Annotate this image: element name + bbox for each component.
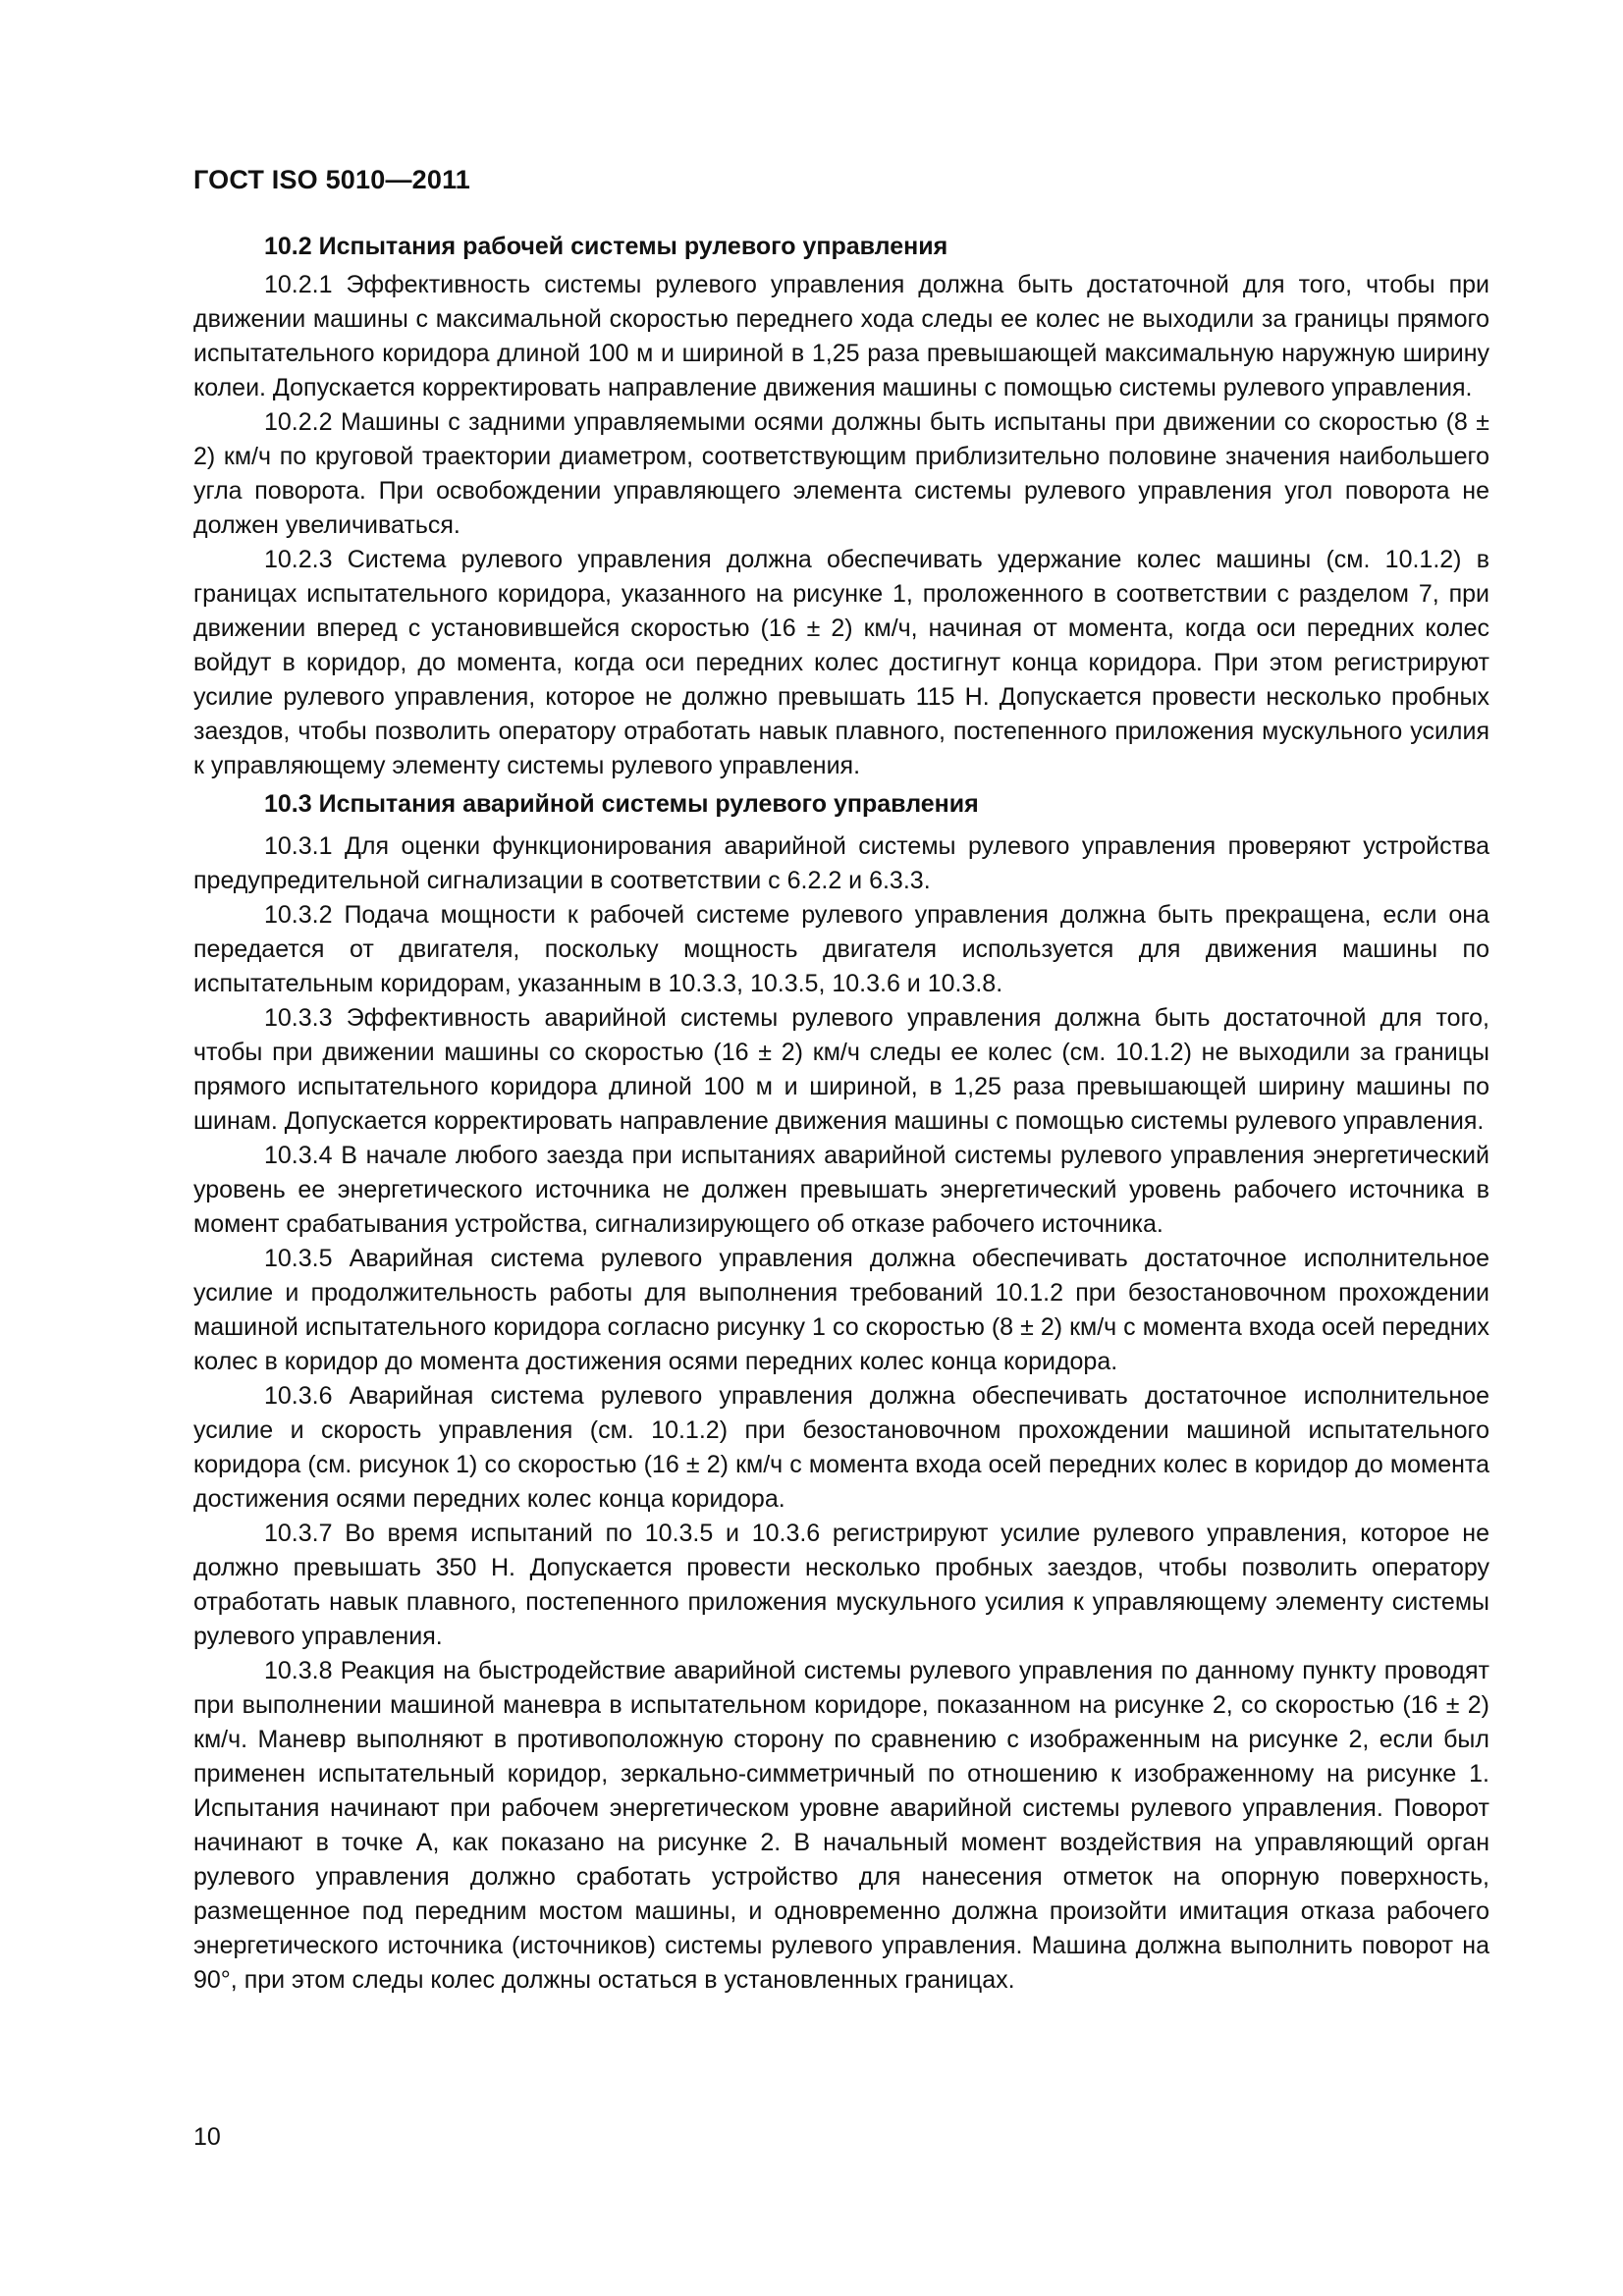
- paragraph-10-3-4: 10.3.4 В начале любого заезда при испытаниях аварийной системы рулевого управления энергетический уровень ее энергетического источника не должен превышать энергетический уровень рабочего источника в момент срабатывания устройства, сигнализирующего об отказе рабочего источника.: [193, 1142, 1489, 1238]
- paragraph-10-3-8: 10.3.8 Реакция на быстродействие аварийной системы рулевого управления по данному пункту проводят при выполнении машиной маневра в испытательном коридоре, показанном на рисунке 2, со скоростью (16 ± 2) км/ч. Маневр выполняют в противоположную сторону по сравнению с изображенным на рисунке 2, если был применен испытательный коридор, зеркально-симметричный по отношению к изображенному на рисунке 1. Испытания начинают при рабочем энергетическом уровне аварийной системы рулевого управления. Поворот начинают в точке А, как показано на рисунке 2. В начальный момент воздействия на управляющий орган рулевого управления должно сработать устройство для нанесения отметок на опорную поверхность, размещенное под передним мостом машины, и одновременно должна произойти имитация отказа рабочего энергетического источника (источников) системы рулевого управления. Машина должна выполнить поворот на 90°, при этом следы колес должны остаться в установленных границах.: [193, 1657, 1489, 1994]
- section-heading-10-3: 10.3 Испытания аварийной системы рулевого управления: [264, 790, 979, 818]
- paragraph-10-2-3: 10.2.3 Система рулевого управления должна обеспечивать удержание колес машины (см. 10.1.2) в границах испытательного коридора, указанного на рисунке 1, проложенного в соответствии с разделом 7, при движении вперед с установившейся скоростью (16 ± 2) км/ч, начиная от момента, когда оси передних колес войдут в коридор, до момента, когда оси передних колес достигнут конца коридора. При этом регистрируют усилие рулевого управления, которое не должно превышать 115 Н. Допускается провести несколько пробных заездов, чтобы позволить оператору отработать навык плавного, постепенного приложения мускульного усилия к управляющему элементу системы рулевого управления.: [193, 546, 1489, 779]
- section-heading-10-2: 10.2 Испытания рабочей системы рулевого управления: [264, 233, 948, 260]
- document-standard-id: ГОСТ ISO 5010—2011: [193, 165, 471, 194]
- paragraph-10-3-7: 10.3.7 Во время испытаний по 10.3.5 и 10.3.6 регистрируют усилие рулевого управления, которое не должно превышать 350 Н. Допускается провести несколько пробных заездов, чтобы позволить оператору отработать навык плавного, постепенного приложения мускульного усилия к управляющему элементу системы рулевого управления.: [193, 1520, 1489, 1650]
- paragraph-10-3-6: 10.3.6 Аварийная система рулевого управления должна обеспечивать достаточное исполнительное усилие и скорость управления (см. 10.1.2) при безостановочном прохождении машиной испытательного коридора (см. рисунок 1) со скоростью (16 ± 2) км/ч с момента входа осей передних колес в коридор до момента достижения осями передних колес конца коридора.: [193, 1382, 1489, 1513]
- page-number: 10: [193, 2123, 221, 2151]
- document-body: [193, 230, 1489, 1998]
- paragraph-10-2-2: 10.2.2 Машины с задними управляемыми осями должны быть испытаны при движении со скоростью (8 ± 2) км/ч по круговой траектории диаметром, соответствующим приблизительно половине значения наибольшего угла поворота. При освобождении управляющего элемента системы рулевого управления угол поворота не должен увеличиваться.: [193, 408, 1489, 539]
- paragraph-10-2-1: 10.2.1 Эффективность системы рулевого управления должна быть достаточной для того, чтобы при движении машины с максимальной скоростью переднего хода следы ее колес не выходили за границы прямого испытательного коридора длиной 100 м и шириной в 1,25 раза превышающей максимальную наружную ширину колеи. Допускается корректировать направление движения машины с помощью системы рулевого управления.: [193, 271, 1489, 401]
- paragraph-10-3-3: 10.3.3 Эффективность аварийной системы рулевого управления должна быть достаточной для того, чтобы при движении машины со скоростью (16 ± 2) км/ч следы ее колес (см. 10.1.2) не выходили за границы прямого испытательного коридора длиной 100 м и шириной, в 1,25 раза превышающей ширину машины по шинам. Допускается корректировать направление движения машины с помощью системы рулевого управления.: [193, 1004, 1489, 1135]
- paragraph-10-3-2: 10.3.2 Подача мощности к рабочей системе рулевого управления должна быть прекращена, если она передается от двигателя, поскольку мощность двигателя используется для движения машины по испытательным коридорам, указанным в 10.3.3, 10.3.5, 10.3.6 и 10.3.8.: [193, 901, 1489, 997]
- paragraph-10-3-5: 10.3.5 Аварийная система рулевого управления должна обеспечивать достаточное исполнительное усилие и продолжительность работы для выполнения требований 10.1.2 при безостановочном прохождении машиной испытательного коридора согласно рисунку 1 со скоростью (8 ± 2) км/ч с момента входа осей передних колес в коридор до момента достижения осями передних колес конца коридора.: [193, 1245, 1489, 1375]
- paragraph-10-3-1: 10.3.1 Для оценки функционирования аварийной системы рулевого управления проверяют устройства предупредительной сигнализации в соответствии с 6.2.2 и 6.3.3.: [193, 832, 1489, 894]
